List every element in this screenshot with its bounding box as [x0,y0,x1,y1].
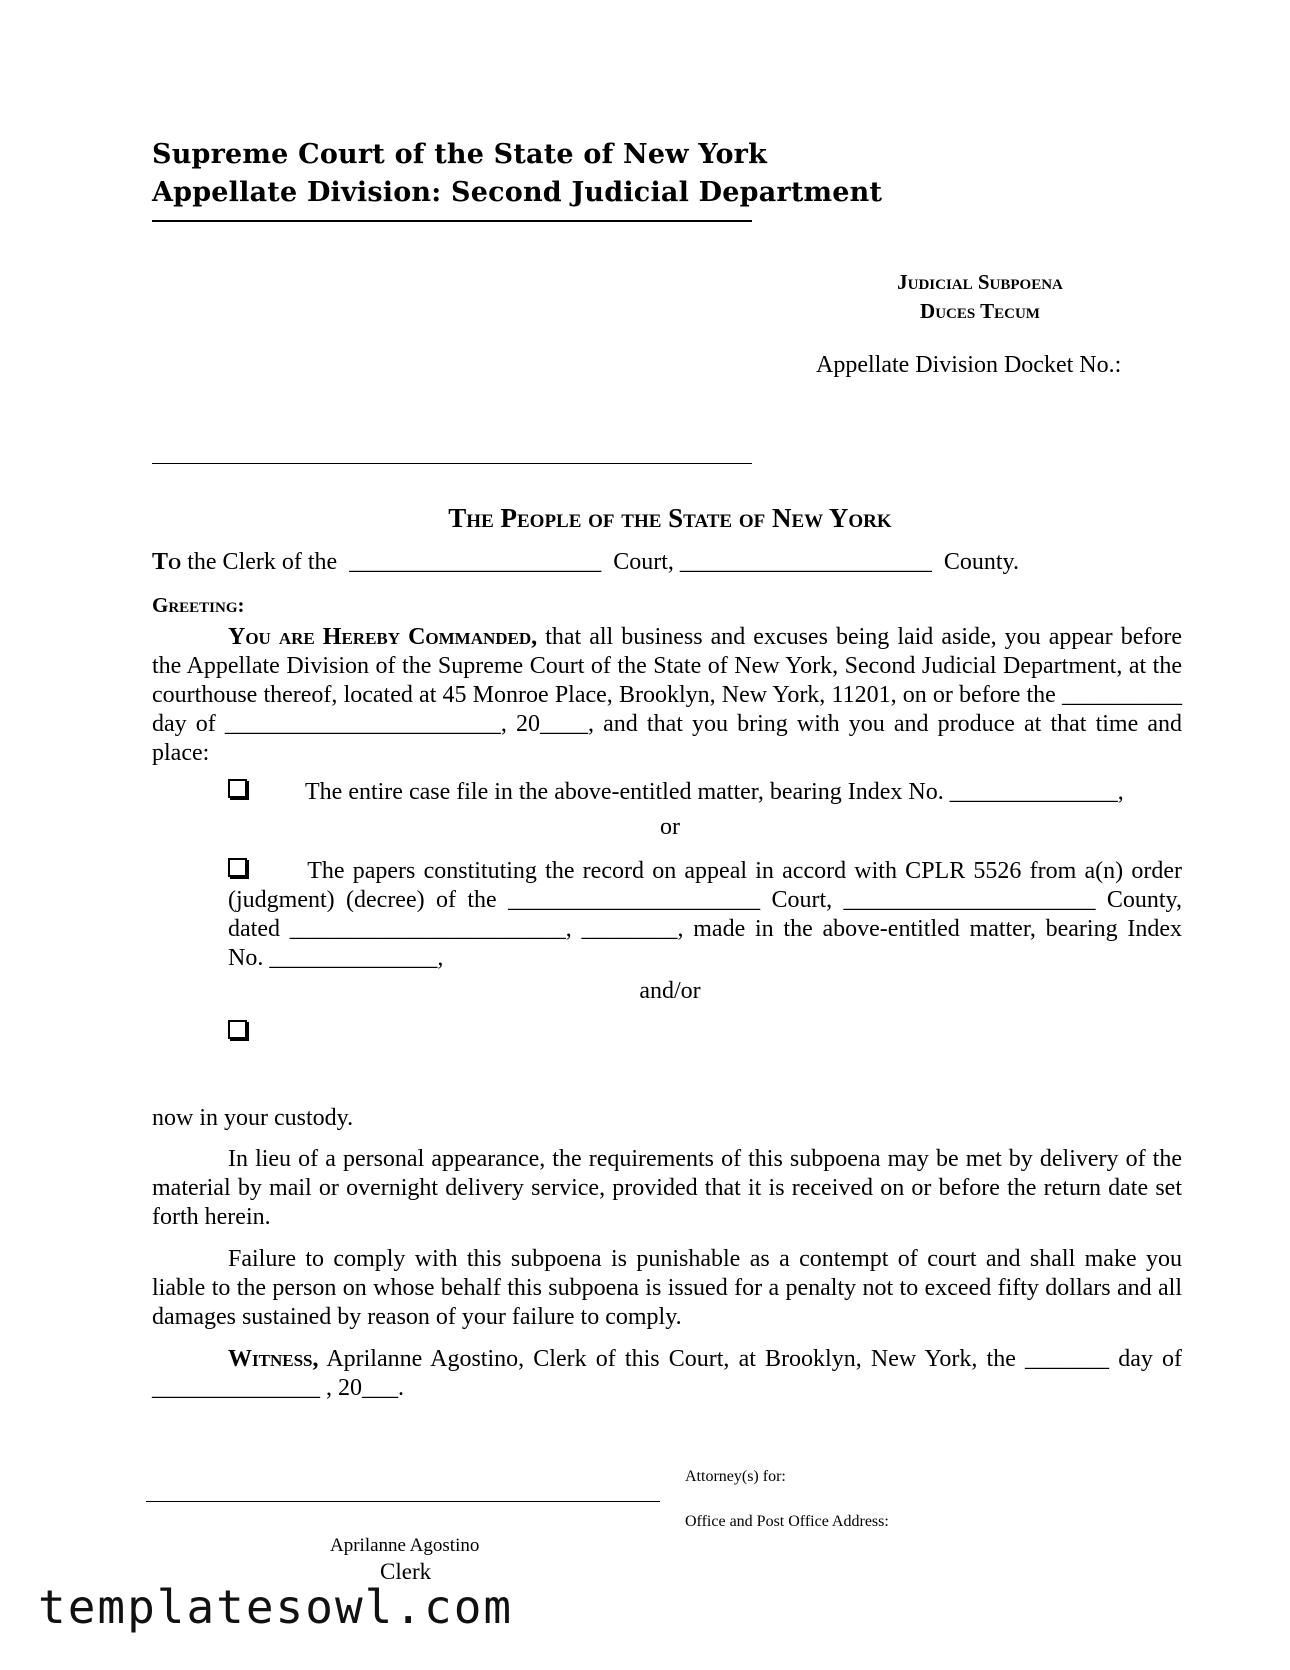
command-text: that all business and excuses being laid aside, you appear before the Appellate Division of the Supreme Court of the State of New York, Second Judicial Department, at the courthouse thereof, located at 45 Monroe Place, Brooklyn, New York, 11201, on or before the __________ day of _______________________, 20____, and that you bring with you and produce at that time and place: [152,624,1182,766]
and-or-label: and/or [639,978,701,1004]
form-title [800,268,1160,326]
to-clerk-line [152,549,1019,576]
custody-text: now in your custody. [152,1105,354,1131]
office-address-label: Office and Post Office Address: [685,1513,889,1530]
option-record [228,857,1182,973]
court-division: Appellate Division: Second Judicial Department [152,177,883,208]
clerk-title: Clerk [380,1559,432,1584]
option-other [228,1019,1182,1048]
command-paragraph [152,623,1182,768]
failure-paragraph: Failure to comply with this subpoena is punishable as a contempt of court and shall make you liable to the person on whose behalf this subpoena is issued for a penalty not to exceed fifty dollars and all damages sustained by reason of your failure to comply. [152,1246,1182,1330]
witness-paragraph [152,1345,1182,1403]
or-label: or [660,814,680,840]
watermark-logo: templatesowl.com [38,1580,514,1634]
option-record-text: The papers constituting the record on appeal in accord with CPLR 5526 from a(n) order (judgment) (decree) of the _____________________ Court, _____________________ County, dated _______________________, ________, made in the above-entitled matter, bearing Index No. ______________, [228,858,1183,971]
checkbox-case-file[interactable] [228,779,247,798]
to-text: the Clerk of the _____________________ Court, _____________________ County. [181,549,1019,575]
option-case-file-text: The entire case file in the above-entitled matter, bearing Index No. ______________, [305,779,1124,805]
attorneys-label: Attorney(s) for: [685,1468,786,1485]
lieu-paragraph: In lieu of a personal appearance, the requirements of this subpoena may be met by delivery of the material by mail or overnight delivery service, provided that it is received on or before the return date set forth herein. [152,1146,1182,1230]
form-title-line1: Judicial Subpoena [897,270,1063,294]
witness-lead: Witness, [228,1346,319,1372]
people-caption: The People of the State of New York [448,503,892,533]
court-header [152,136,882,212]
witness-text: Aprilanne Agostino, Clerk of this Court, at Brooklyn, New York, the _______ day of ______________ , 20___. [152,1346,1182,1401]
header-rule [152,220,752,222]
checkbox-other[interactable] [228,1020,247,1039]
checkbox-record[interactable] [228,858,247,877]
to-label: To [152,549,182,575]
caption-rule [152,463,752,464]
greeting: Greeting: [152,593,245,617]
court-name: Supreme Court of the State of New York [152,139,767,170]
clerk-name: Aprilanne Agostino [330,1535,480,1556]
docket-label: Appellate Division Docket No.: [816,352,1122,378]
command-lead: You are Hereby Commanded, [228,624,538,650]
option-case-file [228,778,1182,807]
signature-line [146,1501,660,1502]
form-title-line2: Duces Tecum [920,299,1040,323]
